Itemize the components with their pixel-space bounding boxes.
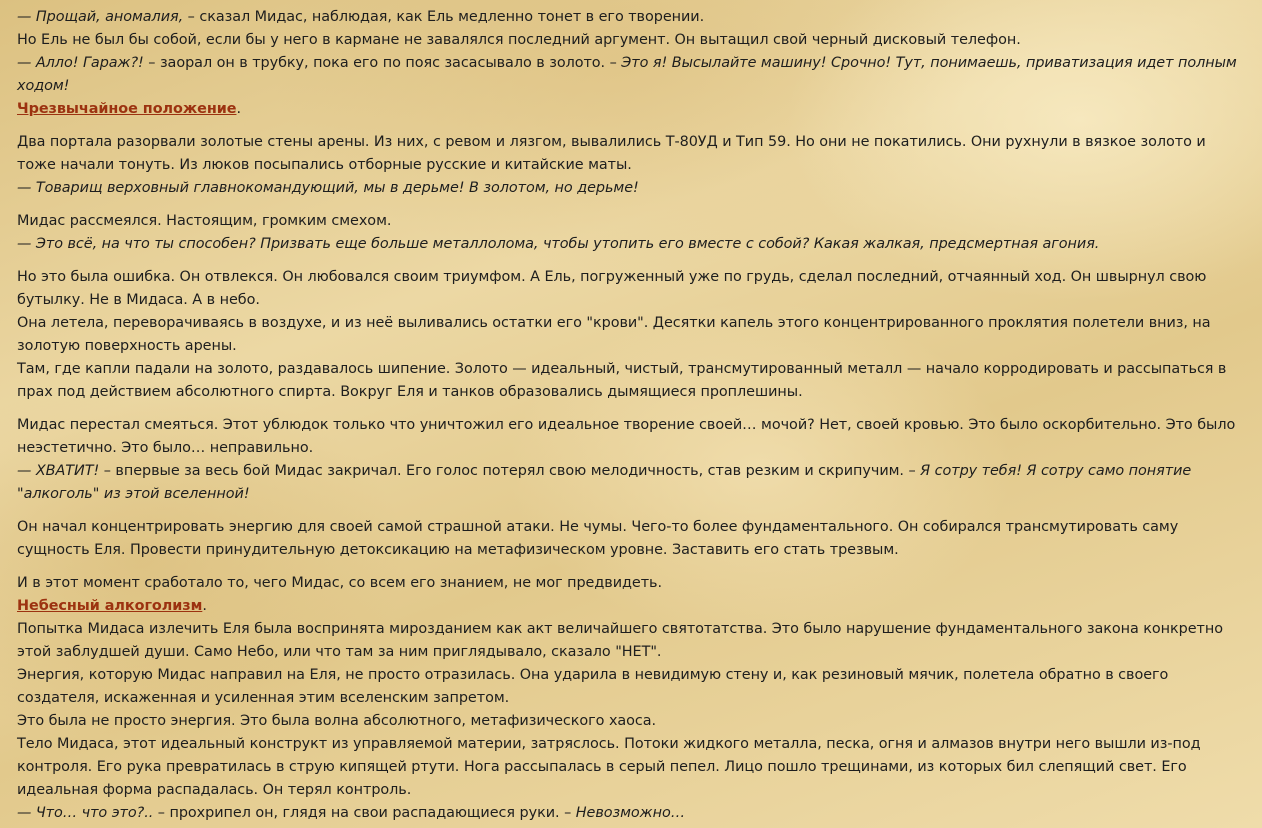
narration-line: Два портала разорвали золотые стены арены. Из них, с ревом и лязгом, вывалились Т-80УД и Тип 59. Но они не покатились. Они рухнули в вязкое золото и тоже начали тонуть. Из люков посыпались отборные русские и китайские маты.	[17, 134, 1206, 173]
paragraph	[17, 210, 1244, 256]
dialogue-line: — Товарищ верховный главнокомандующий, мы в дерьме! В золотом, но дерьме!	[17, 180, 639, 196]
narration-line: Но Ель не был бы собой, если бы у него в кармане не завалялся последний аргумент. Он вытащил свой черный дисковый телефон.	[17, 32, 1021, 48]
dialogue-line	[17, 802, 1244, 825]
narration-line: Мидас рассмеялся. Настоящим, громким смехом.	[17, 213, 392, 229]
paragraph	[17, 572, 1244, 825]
dialogue-line: — Это всё, на что ты способен? Призвать еще больше металлолома, чтобы утопить его вместе с собой? Какая жалкая, предсмертная агония.	[17, 236, 1100, 252]
speech: — ХВАТИТ!	[17, 463, 100, 479]
speech: — Прощай, аномалия,	[17, 9, 184, 25]
narration-line: Это была не просто энергия. Это была волна абсолютного, метафизического хаоса.	[17, 713, 657, 729]
speech: Невозможно…	[575, 805, 686, 821]
paragraph	[17, 131, 1244, 200]
dialogue-line	[17, 6, 1244, 29]
narration-line: Тело Мидаса, этот идеальный конструкт из управляемой материи, затряслось. Потоки жидкого металла, песка, огня и алмазов внутри него вышли из-под контроля. Его рука превратилась в струю кипящей ртути. Нога рассыпалась в серый пепел. Лицо пошло трещинами, из которых бил слепящий свет. Его идеальная форма распадалась. Он терял контроль.	[17, 736, 1201, 798]
narration: – заорал он в трубку, пока его по пояс засасывало в золото. –	[143, 55, 622, 71]
narration: – сказал Мидас, наблюдая, как Ель медленно тонет в его творении.	[183, 9, 705, 25]
narration-line: Но это была ошибка. Он отвлекся. Он любовался своим триумфом. А Ель, погруженный уже по грудь, сделал последний, отчаянный ход. Он швырнул свою бутылку. Не в Мидаса. А в небо.	[17, 269, 1207, 308]
dialogue-line	[17, 52, 1244, 98]
paragraph	[17, 6, 1244, 121]
speech: Это я! Высылайте машину! Срочно! Тут, понимаешь, приватизация идет полным ходом!	[17, 55, 1237, 94]
dialogue-line	[17, 460, 1244, 506]
paragraph	[17, 516, 1244, 562]
narration-line: Он начал концентрировать энергию для своей самой страшной атаки. Не чумы. Чего-то более фундаментального. Он собирался трансмутировать саму сущность Еля. Провести принудительную детоксикацию на метафизическом уровне. Заставить его стать трезвым.	[17, 519, 1179, 558]
narration: – впервые за весь бой Мидас закричал. Его голос потерял свою мелодичность, став резким и скрипучим. –	[99, 463, 921, 479]
narration: – прохрипел он, глядя на свои распадающиеся руки. –	[153, 805, 576, 821]
punctuation: .	[202, 598, 207, 614]
narration-line: Мидас перестал смеяться. Этот ублюдок только что уничтожил его идеальное творение своей… мочой? Нет, своей кровью. Это было оскорбительно. Это было неэстетично. Это было… неправильно.	[17, 417, 1236, 456]
skill-line	[17, 98, 1244, 121]
narration-line: Энергия, которую Мидас направил на Еля, не просто отразилась. Она ударила в невидимую стену и, как резиновый мячик, полетела обратно в своего создателя, искаженная и усиленная этим вселенским запретом.	[17, 667, 1169, 706]
skill-name: Чрезвычайное положение	[17, 101, 237, 117]
paragraph	[17, 414, 1244, 506]
speech: — Алло! Гараж?!	[17, 55, 144, 71]
speech: Я сотру тебя! Я сотру само понятие "алкоголь" из этой вселенной!	[17, 463, 1192, 502]
narration-line: Она летела, переворачиваясь в воздухе, и из неё выливались остатки его "крови". Десятки капель этого концентрированного проклятия полетели вниз, на золотую поверхность арены.	[17, 315, 1211, 354]
skill-name: Небесный алкоголизм	[17, 598, 203, 614]
narration-line: И в этот момент сработало то, чего Мидас, со всем его знанием, не мог предвидеть.	[17, 575, 662, 591]
skill-line	[17, 595, 1244, 618]
speech: — Что… что это?..	[17, 805, 154, 821]
narration-line: Попытка Мидаса излечить Еля была воспринята мирозданием как акт величайшего святотатства. Это было нарушение фундаментального закона конкретно этой заблудшей души. Само Небо, или что там за ним приглядывало, сказало "НЕТ".	[17, 621, 1223, 660]
paragraph	[17, 266, 1244, 404]
punctuation: .	[236, 101, 241, 117]
narration-line: Там, где капли падали на золото, раздавалось шипение. Золото — идеальный, чистый, трансмутированный металл — начало корродировать и рассыпаться в прах под действием абсолютного спирта. Вокруг Еля и танков образовались дымящиеся проплешины.	[17, 361, 1227, 400]
